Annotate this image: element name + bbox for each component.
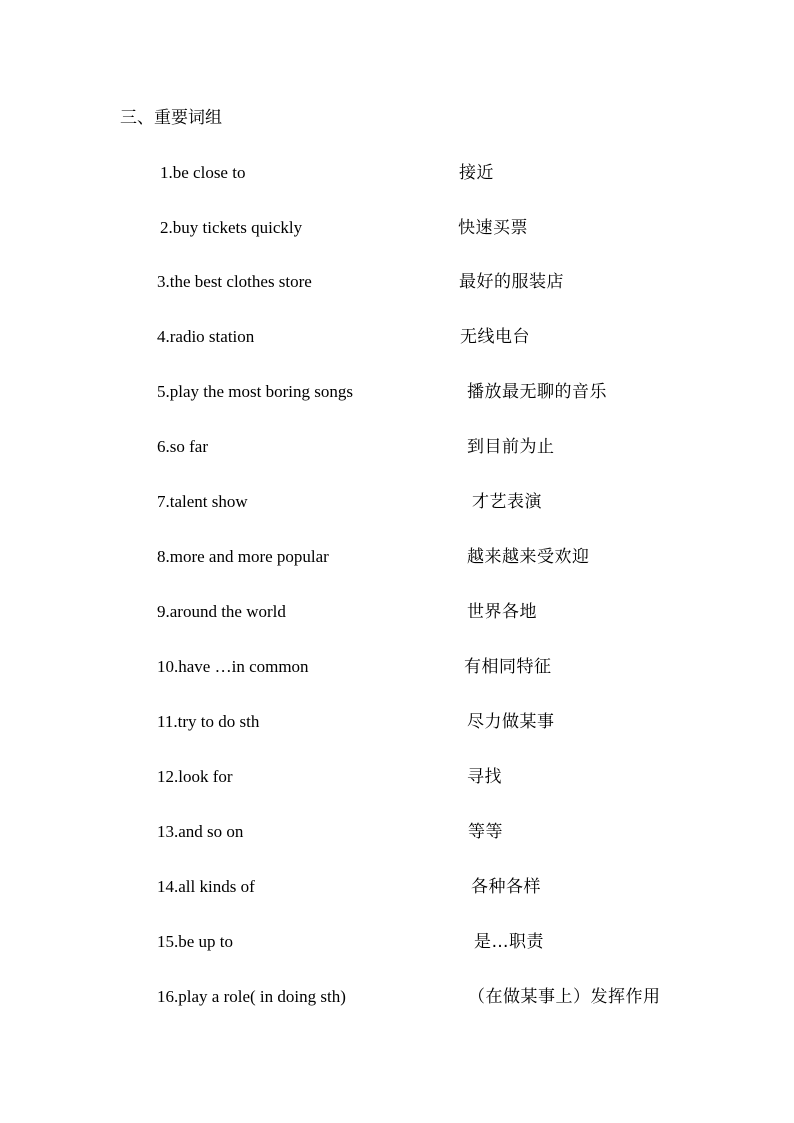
phrase-row	[0, 435, 794, 459]
phrase-row	[0, 655, 794, 679]
chinese-meaning: 接近	[459, 163, 494, 183]
phrase-row	[0, 985, 794, 1009]
english-phrase: 3.the best clothes store	[157, 272, 312, 291]
english-phrase: 4.radio station	[157, 327, 255, 346]
chinese-meaning: （在做某事上）发挥作用	[468, 987, 661, 1007]
chinese-meaning: 尽力做某事	[467, 712, 555, 732]
phrase-row	[0, 490, 794, 514]
english-phrase: 7.talent show	[157, 492, 248, 511]
chinese-meaning: 世界各地	[467, 602, 537, 622]
chinese-meaning: 最好的服装店	[459, 272, 564, 292]
phrase-row	[0, 325, 794, 349]
english-phrase: 10.have …in common	[157, 657, 309, 676]
english-phrase: 1.be close to	[160, 163, 246, 182]
chinese-meaning: 越来越来受欢迎	[467, 547, 590, 567]
chinese-meaning: 寻找	[467, 767, 502, 787]
english-phrase: 15.be up to	[157, 932, 234, 951]
phrase-row	[0, 600, 794, 624]
english-phrase: 14.all kinds of	[157, 877, 255, 896]
english-phrase: 16.play a role( in doing sth)	[157, 987, 346, 1006]
chinese-meaning: 才艺表演	[472, 492, 542, 512]
chinese-meaning: 快速买票	[458, 218, 528, 238]
chinese-meaning: 是…职责	[474, 932, 544, 952]
phrase-row	[0, 161, 794, 185]
phrase-row	[0, 216, 794, 240]
phrase-row	[0, 930, 794, 954]
phrase-row	[0, 270, 794, 294]
chinese-meaning: 有相同特征	[464, 657, 552, 677]
section-heading: 三、重要词组	[120, 108, 222, 128]
english-phrase: 11.try to do sth	[157, 712, 260, 731]
english-phrase: 2.buy tickets quickly	[160, 218, 303, 237]
phrase-row	[0, 545, 794, 569]
phrase-row	[0, 380, 794, 404]
phrase-row	[0, 710, 794, 734]
english-phrase: 6.so far	[157, 437, 208, 456]
chinese-meaning: 等等	[468, 822, 503, 842]
phrase-row	[0, 765, 794, 789]
chinese-meaning: 播放最无聊的音乐	[467, 382, 607, 402]
english-phrase: 8.more and more popular	[157, 547, 329, 566]
chinese-meaning: 到目前为止	[467, 437, 555, 457]
chinese-meaning: 无线电台	[460, 327, 530, 347]
english-phrase: 9.around the world	[157, 602, 286, 621]
phrase-row	[0, 875, 794, 899]
english-phrase: 13.and so on	[157, 822, 244, 841]
english-phrase: 5.play the most boring songs	[157, 382, 353, 401]
chinese-meaning: 各种各样	[471, 877, 541, 897]
phrase-row	[0, 820, 794, 844]
english-phrase: 12.look for	[157, 767, 233, 786]
